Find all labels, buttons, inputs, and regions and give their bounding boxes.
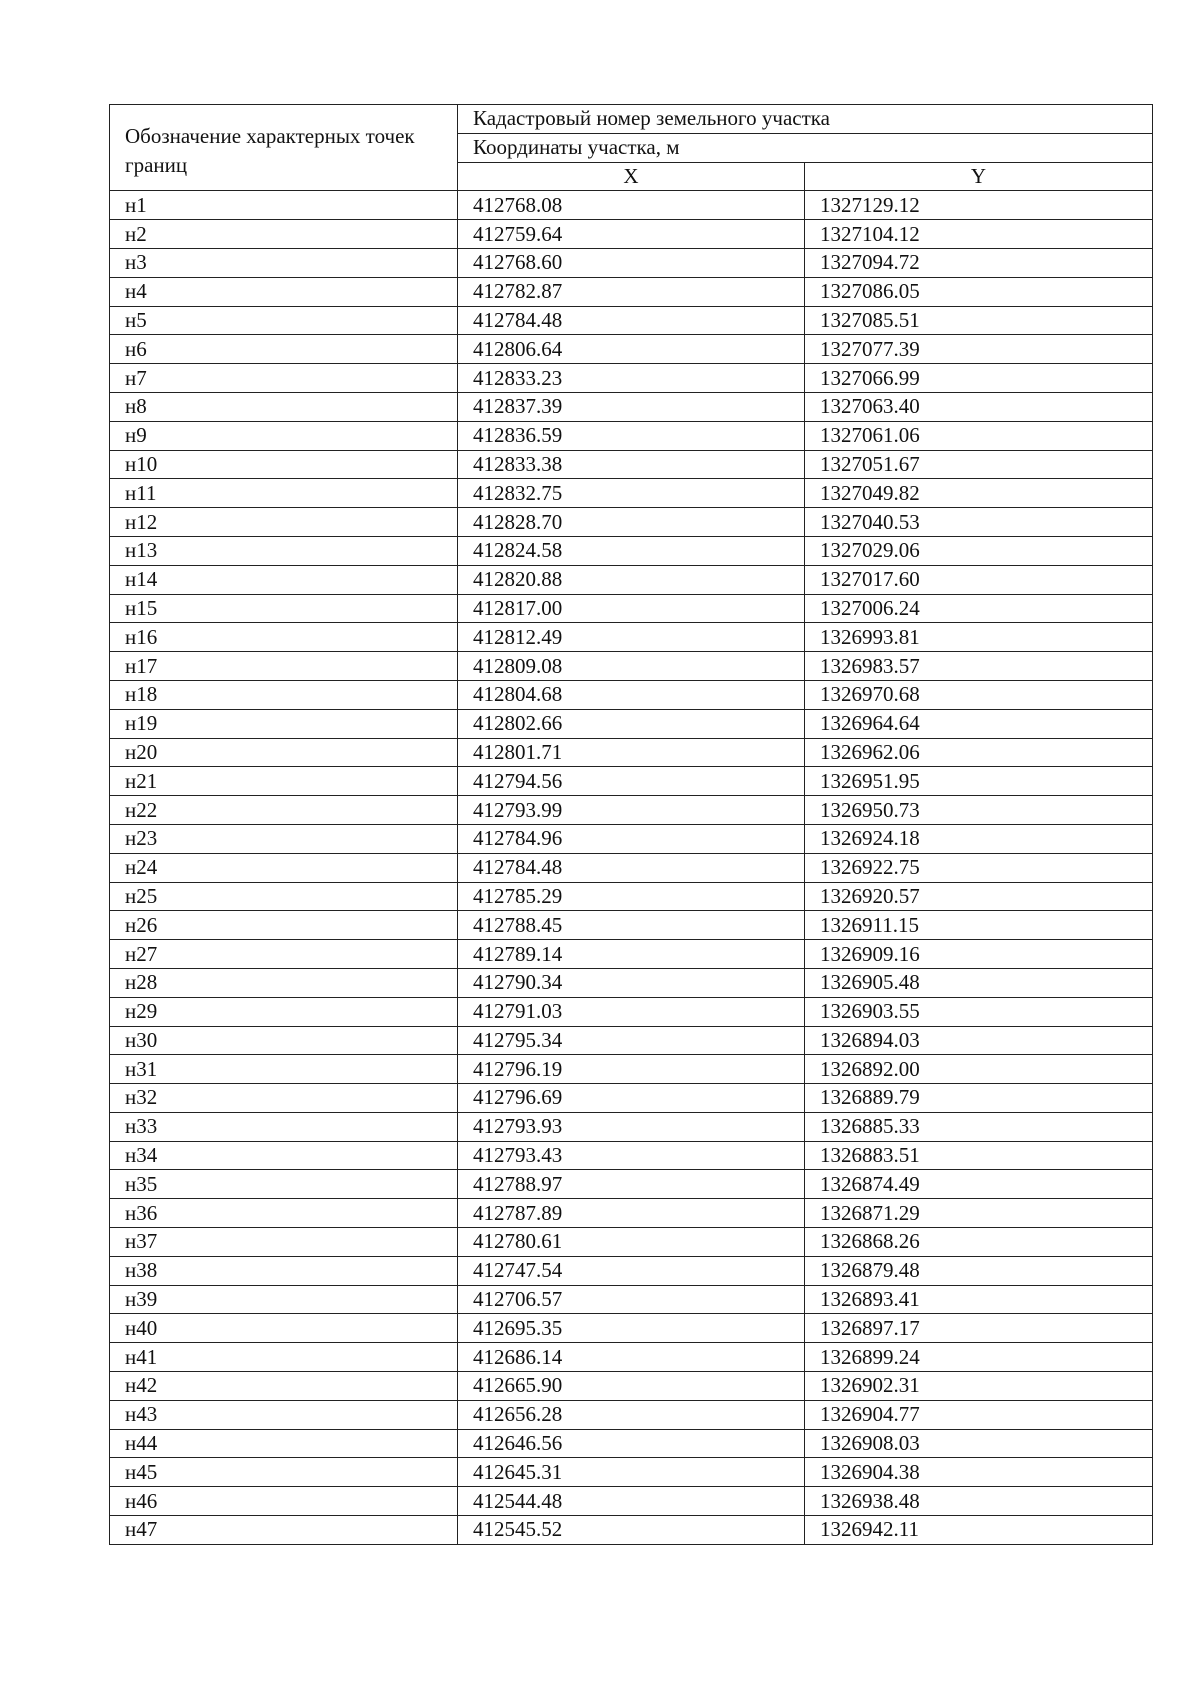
y-coordinate-cell: 1326899.24 (805, 1343, 1153, 1372)
x-coordinate-cell: 412804.68 (458, 680, 805, 709)
x-coordinate-cell: 412833.23 (458, 364, 805, 393)
table-row (110, 652, 1153, 681)
x-coordinate-cell: 412784.96 (458, 824, 805, 853)
point-designation-header: Обозначение характерных точек границ (110, 105, 458, 191)
y-coordinate-cell: 1327104.12 (805, 220, 1153, 249)
x-coordinate-cell: 412809.08 (458, 652, 805, 681)
y-coordinate-cell: 1327040.53 (805, 508, 1153, 537)
y-coordinate-cell: 1326874.49 (805, 1170, 1153, 1199)
table-row (110, 479, 1153, 508)
point-label-cell: н8 (110, 392, 458, 421)
table-row (110, 594, 1153, 623)
y-coordinate-cell: 1326920.57 (805, 882, 1153, 911)
x-coordinate-cell: 412793.43 (458, 1141, 805, 1170)
table-header (110, 105, 1153, 191)
x-coordinate-cell: 412545.52 (458, 1516, 805, 1545)
point-label-cell: н26 (110, 911, 458, 940)
y-coordinate-cell: 1326922.75 (805, 853, 1153, 882)
y-coordinate-cell: 1327129.12 (805, 191, 1153, 220)
x-coordinate-cell: 412788.45 (458, 911, 805, 940)
table-row (110, 796, 1153, 825)
table-row (110, 882, 1153, 911)
y-coordinate-cell: 1327049.82 (805, 479, 1153, 508)
x-coordinate-cell: 412784.48 (458, 853, 805, 882)
y-coordinate-cell: 1326885.33 (805, 1112, 1153, 1141)
x-coordinate-cell: 412812.49 (458, 623, 805, 652)
point-label-cell: н29 (110, 997, 458, 1026)
table-row (110, 1285, 1153, 1314)
point-label-cell: н7 (110, 364, 458, 393)
table-row (110, 738, 1153, 767)
y-coordinate-cell: 1327085.51 (805, 306, 1153, 335)
x-coordinate-cell: 412695.35 (458, 1314, 805, 1343)
y-coordinate-cell: 1326962.06 (805, 738, 1153, 767)
point-label-cell: н10 (110, 450, 458, 479)
point-label-cell: н12 (110, 508, 458, 537)
x-coordinate-cell: 412787.89 (458, 1199, 805, 1228)
point-label-cell: н39 (110, 1285, 458, 1314)
table-row (110, 1487, 1153, 1516)
table-row (110, 1372, 1153, 1401)
x-coordinate-cell: 412801.71 (458, 738, 805, 767)
table-row (110, 565, 1153, 594)
point-label-cell: н36 (110, 1199, 458, 1228)
table-row (110, 392, 1153, 421)
x-coordinate-cell: 412806.64 (458, 335, 805, 364)
point-label-cell: н14 (110, 565, 458, 594)
y-column-header: Y (805, 162, 1153, 191)
point-label-cell: н21 (110, 767, 458, 796)
y-coordinate-cell: 1326908.03 (805, 1429, 1153, 1458)
point-label-cell: н15 (110, 594, 458, 623)
point-label-cell: н6 (110, 335, 458, 364)
x-coordinate-cell: 412833.38 (458, 450, 805, 479)
point-label-cell: н34 (110, 1141, 458, 1170)
x-coordinate-cell: 412796.69 (458, 1084, 805, 1113)
x-coordinate-cell: 412791.03 (458, 997, 805, 1026)
table-row (110, 220, 1153, 249)
x-coordinate-cell: 412820.88 (458, 565, 805, 594)
coordinates-table (109, 104, 1153, 1545)
point-label-cell: н23 (110, 824, 458, 853)
point-label-cell: н45 (110, 1458, 458, 1487)
point-label-cell: н31 (110, 1055, 458, 1084)
y-coordinate-cell: 1327051.67 (805, 450, 1153, 479)
x-coordinate-cell: 412836.59 (458, 421, 805, 450)
point-label-cell: н18 (110, 680, 458, 709)
y-coordinate-cell: 1327061.06 (805, 421, 1153, 450)
x-coordinate-cell: 412665.90 (458, 1372, 805, 1401)
x-coordinate-cell: 412686.14 (458, 1343, 805, 1372)
x-column-header: X (458, 162, 805, 191)
x-coordinate-cell: 412645.31 (458, 1458, 805, 1487)
x-coordinate-cell: 412785.29 (458, 882, 805, 911)
x-coordinate-cell: 412768.60 (458, 248, 805, 277)
point-label-cell: н37 (110, 1228, 458, 1257)
y-coordinate-cell: 1326909.16 (805, 940, 1153, 969)
y-coordinate-cell: 1326950.73 (805, 796, 1153, 825)
x-coordinate-cell: 412824.58 (458, 536, 805, 565)
point-label-cell: н44 (110, 1429, 458, 1458)
point-label-cell: н35 (110, 1170, 458, 1199)
y-coordinate-cell: 1327094.72 (805, 248, 1153, 277)
y-coordinate-cell: 1326942.11 (805, 1516, 1153, 1545)
table-row (110, 767, 1153, 796)
y-coordinate-cell: 1326879.48 (805, 1256, 1153, 1285)
x-coordinate-cell: 412780.61 (458, 1228, 805, 1257)
point-label-cell: н11 (110, 479, 458, 508)
table-row (110, 1026, 1153, 1055)
table-row (110, 450, 1153, 479)
y-coordinate-cell: 1326903.55 (805, 997, 1153, 1026)
table-row (110, 1228, 1153, 1257)
x-coordinate-cell: 412646.56 (458, 1429, 805, 1458)
y-coordinate-cell: 1327066.99 (805, 364, 1153, 393)
x-coordinate-cell: 412795.34 (458, 1026, 805, 1055)
table-row (110, 277, 1153, 306)
point-label-cell: н2 (110, 220, 458, 249)
x-coordinate-cell: 412706.57 (458, 1285, 805, 1314)
y-coordinate-cell: 1326911.15 (805, 911, 1153, 940)
y-coordinate-cell: 1326902.31 (805, 1372, 1153, 1401)
table-row (110, 248, 1153, 277)
point-label-cell: н9 (110, 421, 458, 450)
table-row (110, 335, 1153, 364)
y-coordinate-cell: 1326894.03 (805, 1026, 1153, 1055)
x-coordinate-cell: 412793.99 (458, 796, 805, 825)
point-label-cell: н30 (110, 1026, 458, 1055)
x-coordinate-cell: 412837.39 (458, 392, 805, 421)
x-coordinate-cell: 412747.54 (458, 1256, 805, 1285)
y-coordinate-cell: 1327077.39 (805, 335, 1153, 364)
table-row (110, 853, 1153, 882)
x-coordinate-cell: 412796.19 (458, 1055, 805, 1084)
y-coordinate-cell: 1326983.57 (805, 652, 1153, 681)
table-row (110, 536, 1153, 565)
table-row (110, 306, 1153, 335)
y-coordinate-cell: 1327029.06 (805, 536, 1153, 565)
y-coordinate-cell: 1326970.68 (805, 680, 1153, 709)
y-coordinate-cell: 1326897.17 (805, 1314, 1153, 1343)
table-row (110, 1199, 1153, 1228)
point-label-cell: н20 (110, 738, 458, 767)
x-coordinate-cell: 412802.66 (458, 709, 805, 738)
point-label-cell: н47 (110, 1516, 458, 1545)
x-coordinate-cell: 412790.34 (458, 968, 805, 997)
x-coordinate-cell: 412832.75 (458, 479, 805, 508)
table-row (110, 824, 1153, 853)
table-row (110, 968, 1153, 997)
y-coordinate-cell: 1327017.60 (805, 565, 1153, 594)
x-coordinate-cell: 412782.87 (458, 277, 805, 306)
table-row (110, 1170, 1153, 1199)
y-coordinate-cell: 1326904.38 (805, 1458, 1153, 1487)
table-row (110, 1516, 1153, 1545)
point-label-cell: н13 (110, 536, 458, 565)
cadastral-number-header: Кадастровый номер земельного участка (458, 105, 1153, 134)
x-coordinate-cell: 412656.28 (458, 1400, 805, 1429)
point-label-cell: н16 (110, 623, 458, 652)
y-coordinate-cell: 1327063.40 (805, 392, 1153, 421)
table-row (110, 1314, 1153, 1343)
x-coordinate-cell: 412788.97 (458, 1170, 805, 1199)
y-coordinate-cell: 1326893.41 (805, 1285, 1153, 1314)
table-row (110, 1055, 1153, 1084)
x-coordinate-cell: 412828.70 (458, 508, 805, 537)
table-row (110, 680, 1153, 709)
point-label-cell: н1 (110, 191, 458, 220)
x-coordinate-cell: 412544.48 (458, 1487, 805, 1516)
y-coordinate-cell: 1326905.48 (805, 968, 1153, 997)
point-label-cell: н19 (110, 709, 458, 738)
table-row (110, 1141, 1153, 1170)
table-row (110, 709, 1153, 738)
x-coordinate-cell: 412768.08 (458, 191, 805, 220)
y-coordinate-cell: 1326904.77 (805, 1400, 1153, 1429)
y-coordinate-cell: 1326938.48 (805, 1487, 1153, 1516)
x-coordinate-cell: 412817.00 (458, 594, 805, 623)
table-row (110, 1343, 1153, 1372)
y-coordinate-cell: 1327086.05 (805, 277, 1153, 306)
table-row (110, 1458, 1153, 1487)
coordinates-header: Координаты участка, м (458, 133, 1153, 162)
y-coordinate-cell: 1326889.79 (805, 1084, 1153, 1113)
table-row (110, 1400, 1153, 1429)
table-row (110, 623, 1153, 652)
y-coordinate-cell: 1326924.18 (805, 824, 1153, 853)
y-coordinate-cell: 1326964.64 (805, 709, 1153, 738)
y-coordinate-cell: 1326993.81 (805, 623, 1153, 652)
point-label-cell: н42 (110, 1372, 458, 1401)
point-label-cell: н25 (110, 882, 458, 911)
x-coordinate-cell: 412793.93 (458, 1112, 805, 1141)
table-row (110, 508, 1153, 537)
table-row (110, 364, 1153, 393)
point-label-cell: н43 (110, 1400, 458, 1429)
point-label-cell: н41 (110, 1343, 458, 1372)
point-label-cell: н28 (110, 968, 458, 997)
point-label-cell: н40 (110, 1314, 458, 1343)
y-coordinate-cell: 1326871.29 (805, 1199, 1153, 1228)
y-coordinate-cell: 1326883.51 (805, 1141, 1153, 1170)
point-label-cell: н27 (110, 940, 458, 969)
x-coordinate-cell: 412784.48 (458, 306, 805, 335)
table-row (110, 911, 1153, 940)
table-row (110, 1084, 1153, 1113)
table-row (110, 940, 1153, 969)
point-label-cell: н33 (110, 1112, 458, 1141)
point-label-cell: н46 (110, 1487, 458, 1516)
point-label-cell: н5 (110, 306, 458, 335)
point-label-cell: н38 (110, 1256, 458, 1285)
point-label-cell: н32 (110, 1084, 458, 1113)
table-row (110, 421, 1153, 450)
point-label-cell: н4 (110, 277, 458, 306)
point-label-cell: н3 (110, 248, 458, 277)
y-coordinate-cell: 1326892.00 (805, 1055, 1153, 1084)
x-coordinate-cell: 412759.64 (458, 220, 805, 249)
table-row (110, 1112, 1153, 1141)
y-coordinate-cell: 1326868.26 (805, 1228, 1153, 1257)
table-body (110, 191, 1153, 1544)
x-coordinate-cell: 412789.14 (458, 940, 805, 969)
point-label-cell: н17 (110, 652, 458, 681)
y-coordinate-cell: 1327006.24 (805, 594, 1153, 623)
table-row (110, 1256, 1153, 1285)
point-label-cell: н22 (110, 796, 458, 825)
table-row (110, 1429, 1153, 1458)
point-label-cell: н24 (110, 853, 458, 882)
x-coordinate-cell: 412794.56 (458, 767, 805, 796)
table-row (110, 997, 1153, 1026)
y-coordinate-cell: 1326951.95 (805, 767, 1153, 796)
table-row (110, 191, 1153, 220)
